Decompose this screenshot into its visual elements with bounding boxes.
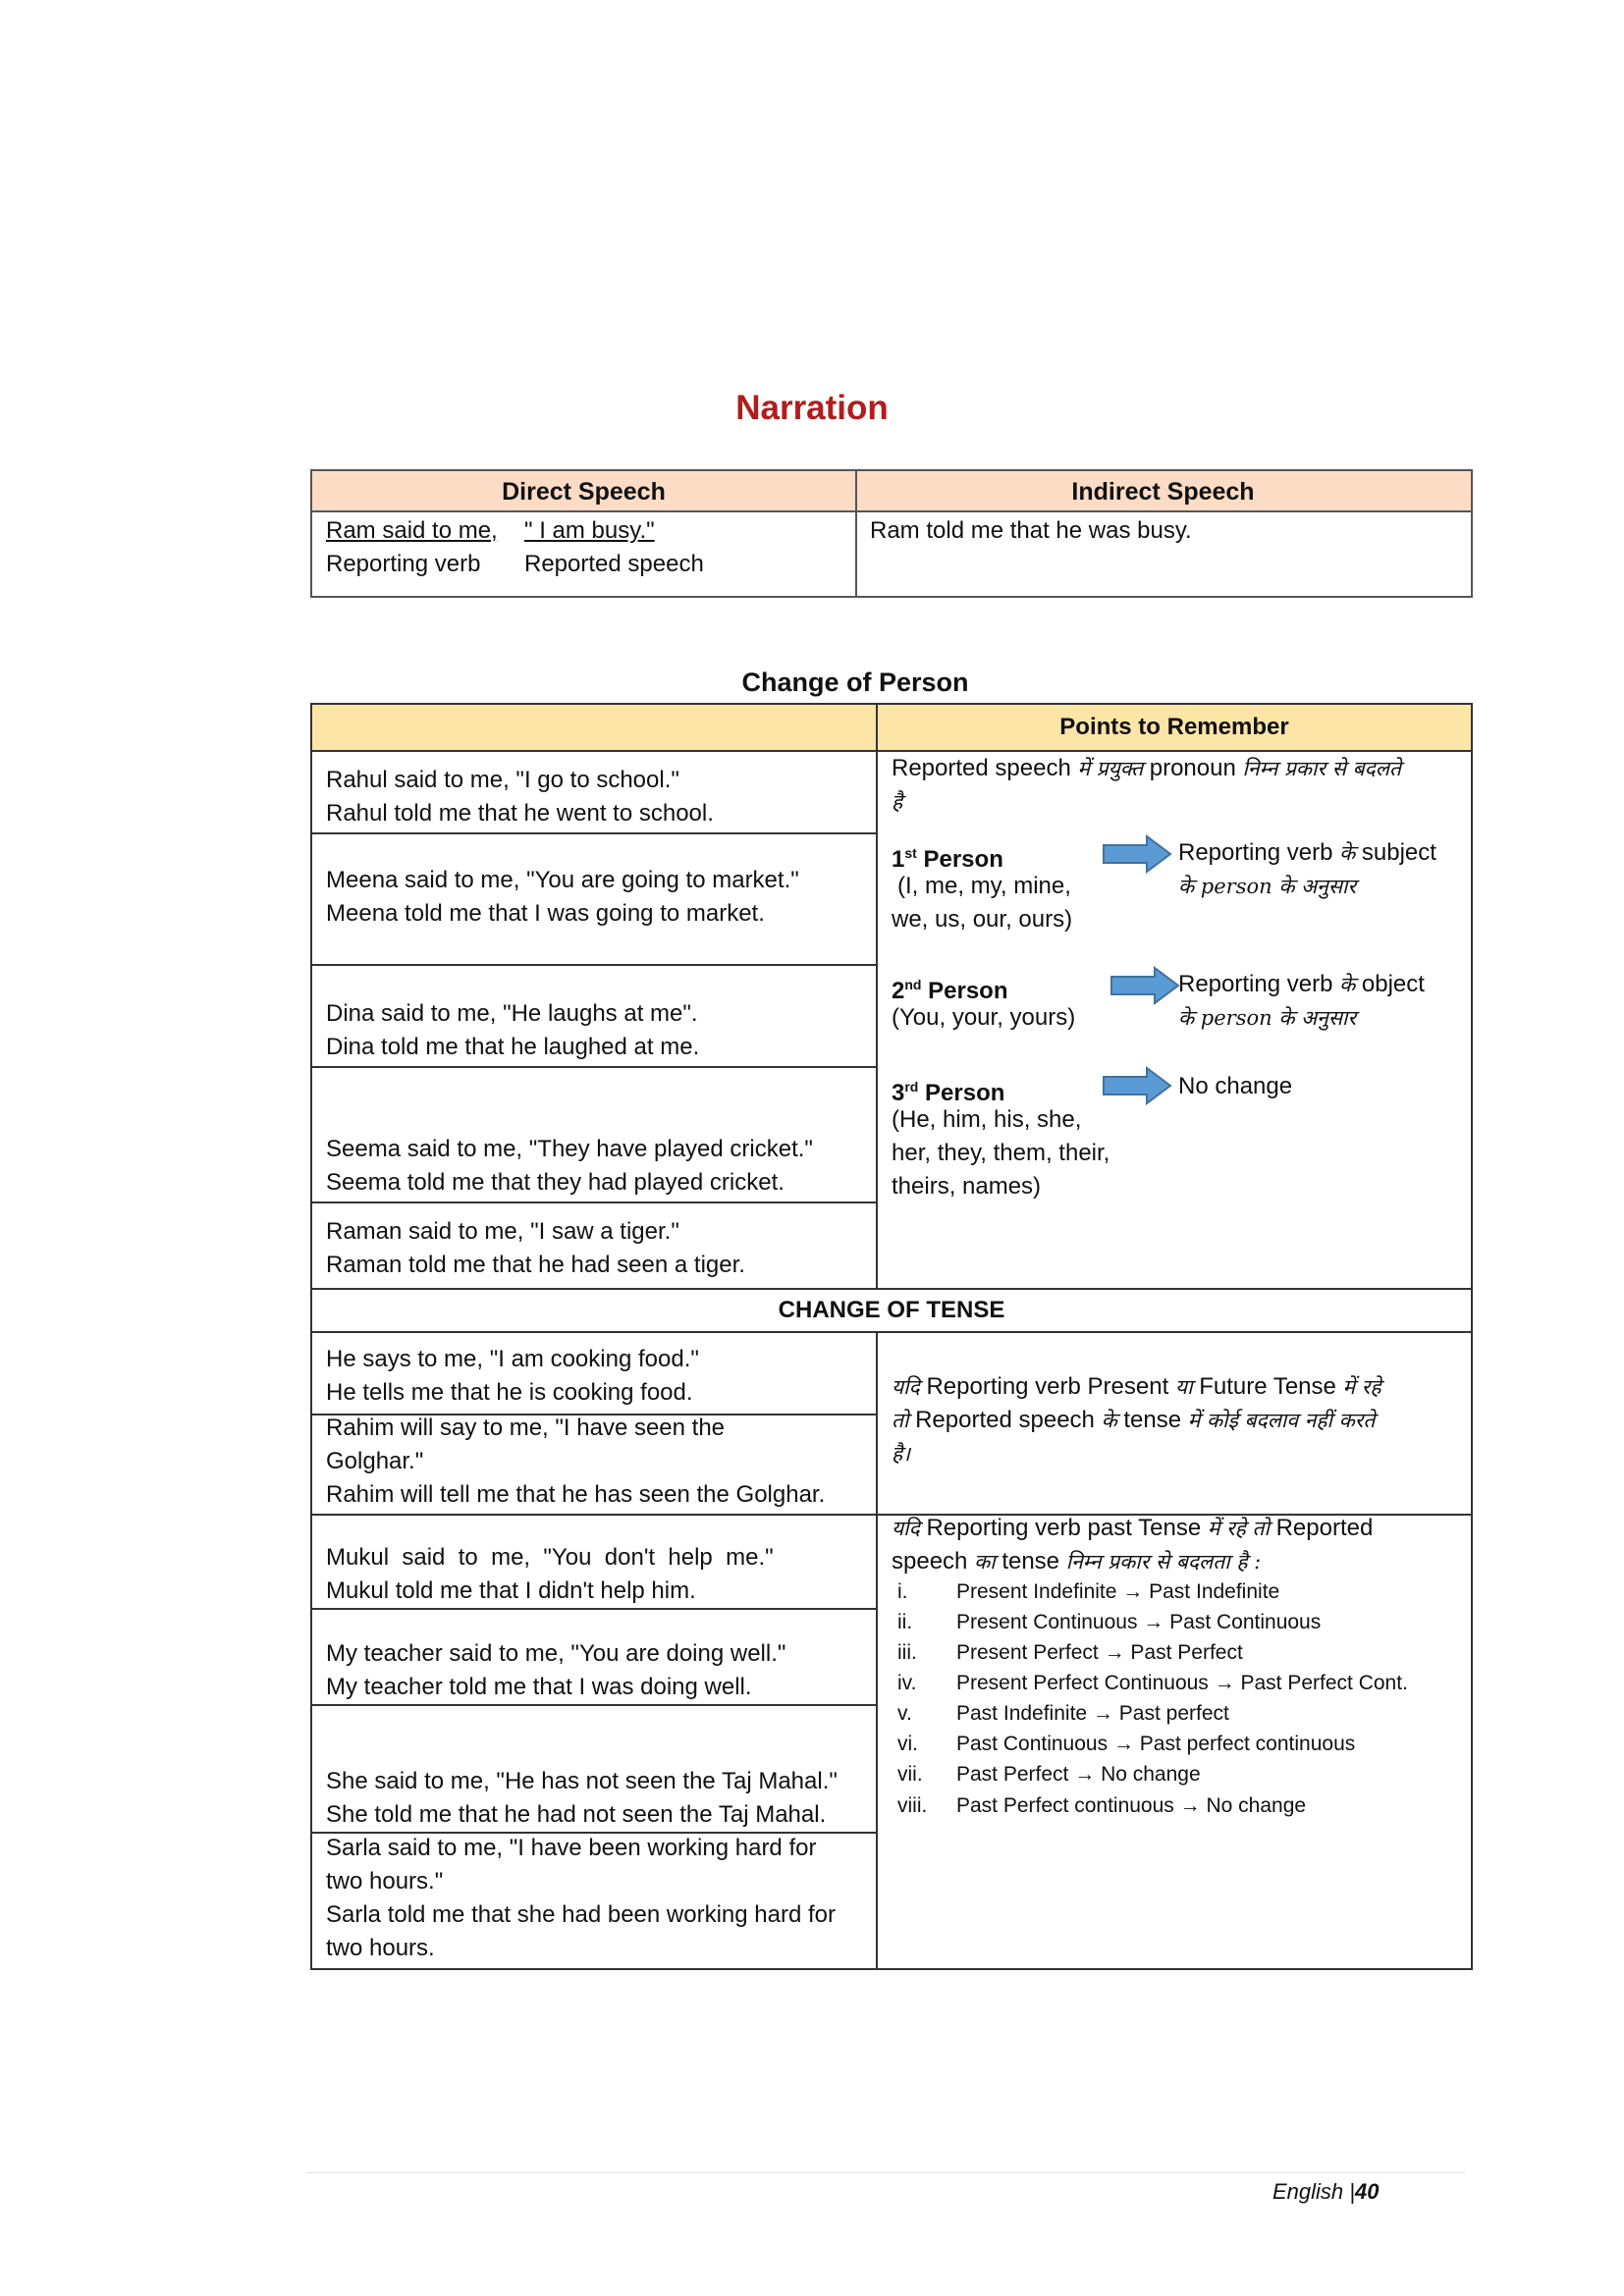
first-person-rule-1: Reporting verb के subject: [1178, 839, 1436, 866]
third-person-rule: No change: [1178, 1073, 1293, 1099]
first-person-pronouns-2: we, us, our, ours): [892, 906, 1073, 933]
row-divider: [312, 1704, 876, 1706]
arrow-icon: →: [1214, 1672, 1235, 1694]
example-person-2: Meena said to me, "You are going to market." Meena told me that I was going to market.: [326, 867, 799, 927]
direct-reporting-part: Ram said to me,: [326, 517, 498, 544]
divider: [312, 1331, 1471, 1333]
second-person-pronouns: (You, your, yours): [892, 1004, 1076, 1031]
column-divider: [876, 1331, 878, 1970]
second-person-rule-2: के person के अनुसार: [1178, 1006, 1357, 1030]
points-header: Points to Remember: [1059, 714, 1289, 740]
arrow-right-icon: [1102, 834, 1172, 874]
row-divider: [312, 964, 876, 966]
arrow-icon: →: [1074, 1763, 1096, 1786]
narration-table: [310, 469, 1473, 598]
arrow-icon: →: [1092, 1702, 1113, 1725]
section-title-change-of-person: Change of Person: [741, 667, 969, 697]
change-table: Points to Remember Rahul said to me, "I go to school." Rahul told me that he went to school. Meena said to me, "You are going to market." Meena told me that I was going to market. Dina said to me, "He laughs at me". Dina told me that he laughed at me. Seema said to me, "They have played cricket." Seema told me that they had played cricket. Raman said to me, "I saw a tiger." Raman told me that he had seen a tiger. Reported speech में प्रयुक्त pronoun निम्न प्रकार से बदलते है 1st Person (I, me, my, mine, we, us, our, ours) Reporting verb के subject के person के अनुसार 2nd Person (You, your, yours) Reporting verb के object के person के अनुसार 3rd Person (He, him, his, she, her, they, them, their, theirs, names) No change CHANGE OF TENSE He says to me, "I am cooking food." He tells me that he is cooking food. Rahim will say to me, "I have seen the Golghar." Rahim will tell me that he has seen the Golghar. Mukul said to me, "You don't help me." Mukul told me that I didn't help him. My teacher said to me, "You are doing well." My teacher told me that I was doing well. She said to me, "He has not seen the Taj Mahal." She told me that he had not seen the Taj Mahal. Sarla said to me, "I have been working hard for two hours." Sarla told me that she had been working hard for two hours. यदि Reporting verb Present या Future Tense में रहे तो Reported speech के tense में कोई बदलाव नहीं करते है। यदि Reporting verb past Tense में रहे तो Reported speech का tense निम्न प्रकार से बदलता है : i. Present Indefinite → Past Indefinite ii. Present Continuous → Past Continuous iii. Present Perfect → Past Perfect iv. Present Perfect Continuous → Past Perfect Cont. v. Past Indefinite → Past perfect vi. Past Continuous → Past perfect continuous vii. Past Perfect → No change viii. Past Perfect continuous → No change: [310, 703, 1473, 1970]
second-person-rule-1: Reporting verb के object: [1178, 971, 1425, 997]
first-person-label: 1st Person: [892, 845, 1003, 873]
arrow-icon: →: [1104, 1641, 1125, 1664]
arrow-icon: →: [1143, 1611, 1164, 1633]
second-person-label: 2nd Person: [892, 977, 1008, 1004]
col-header-direct: Direct Speech: [312, 471, 855, 512]
row-divider: [312, 1201, 876, 1203]
indirect-example: Ram told me that he was busy.: [870, 517, 1192, 544]
row-divider: [312, 832, 876, 834]
page-footer: English |40: [1272, 2179, 1380, 2204]
label-reporting-verb: Reporting verb: [326, 551, 481, 577]
arrow-icon: →: [1179, 1794, 1201, 1817]
first-person-pronouns-1: (I, me, my, mine,: [897, 873, 1071, 899]
example-tense-4: My teacher said to me, "You are doing well." My teacher told me that I was doing well.: [326, 1640, 786, 1700]
example-tense-2: Rahim will say to me, "I have seen the Golghar." Rahim will tell me that he has seen the Golghar.: [326, 1415, 826, 1508]
present-tense-rule: यदि Reporting verb Present या Future Tense में रहे तो Reported speech के tense में कोई बदलाव नहीं करते है।: [892, 1373, 1381, 1466]
arrow-right-icon: [1110, 966, 1180, 1005]
footer-divider: [306, 2172, 1465, 2173]
example-tense-1: He says to me, "I am cooking food." He tells me that he is cooking food.: [326, 1346, 699, 1406]
col-header-indirect: Indirect Speech: [855, 471, 1471, 512]
example-tense-3: Mukul said to me, "You don't help me." Mukul told me that I didn't help him.: [326, 1544, 774, 1604]
third-person-pronouns: (He, him, his, she, her, they, them, their, theirs, names): [892, 1106, 1110, 1200]
arrow-right-icon: [1102, 1066, 1172, 1105]
example-tense-5: She said to me, "He has not seen the Taj Mahal." She told me that he had not seen the Taj Mahal.: [326, 1768, 838, 1828]
tense-header: CHANGE OF TENSE: [778, 1297, 1005, 1323]
example-person-1: Rahul said to me, "I go to school." Rahul told me that he went to school.: [326, 767, 714, 827]
arrow-icon: →: [1112, 1733, 1134, 1755]
first-person-rule-2: के person के अनुसार: [1178, 875, 1357, 898]
third-person-label: 3rd Person: [892, 1079, 1005, 1106]
person-intro: Reported speech में प्रयुक्त pronoun निम्न प्रकार से बदलते: [892, 755, 1401, 781]
person-intro-cont: है: [892, 790, 903, 814]
label-reported-speech: Reported speech: [524, 551, 704, 577]
past-tense-rule: यदि Reporting verb past Tense में रहे तो Reported speech का tense निम्न प्रकार से बदलता है :: [892, 1515, 1374, 1575]
arrow-icon: →: [1122, 1580, 1144, 1603]
column-divider: [855, 471, 857, 596]
direct-reported-part: " I am busy.": [524, 517, 655, 544]
example-person-5: Raman said to me, "I saw a tiger." Raman told me that he had seen a tiger.: [326, 1218, 745, 1278]
page-title: Narration: [735, 389, 889, 427]
column-divider: [876, 705, 878, 1288]
example-person-3: Dina said to me, "He laughs at me". Dina told me that he laughed at me.: [326, 1000, 700, 1060]
example-person-4: Seema said to me, "They have played cricket." Seema told me that they had played cricket.: [326, 1136, 813, 1196]
example-tense-6: Sarla said to me, "I have been working hard for two hours." Sarla told me that she had been working hard for two hours.: [326, 1835, 836, 1961]
row-divider: [312, 1608, 876, 1610]
row-divider: [312, 1066, 876, 1068]
